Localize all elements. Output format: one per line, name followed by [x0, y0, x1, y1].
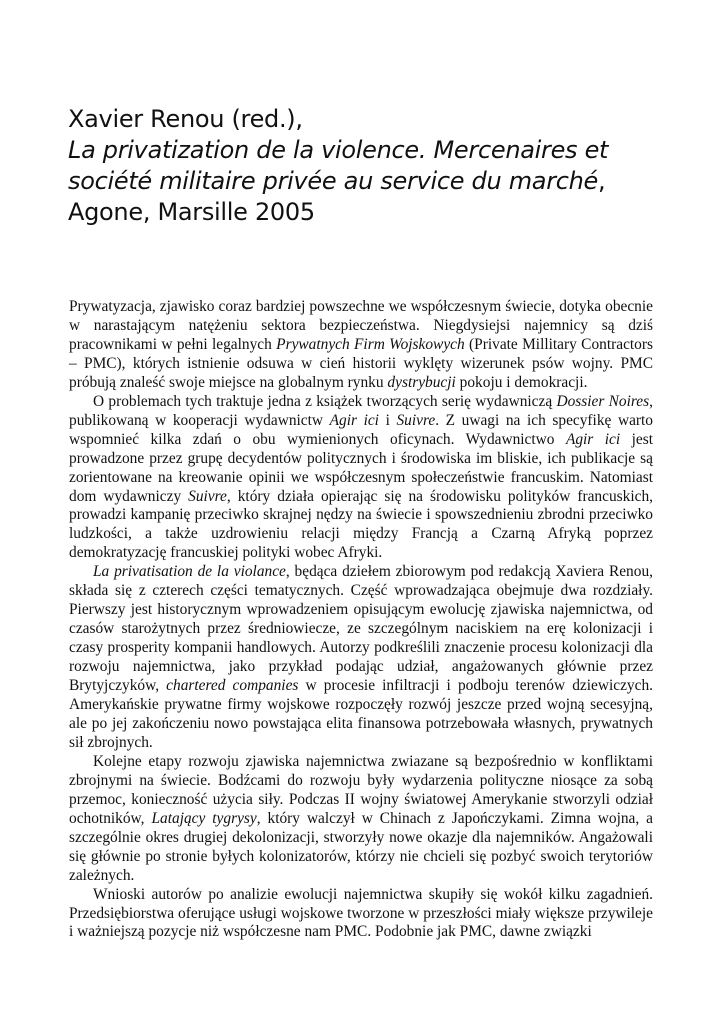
body-paragraph: [69, 298, 653, 393]
review-body: [69, 298, 653, 942]
italic-text: dystrybucji: [387, 373, 456, 391]
italic-text: Suivre: [396, 411, 436, 429]
text-run: , publikowaną w kooperacji wydawnictw: [69, 392, 653, 429]
body-paragraph: [69, 563, 653, 753]
italic-text: Latający tygrysy: [151, 809, 257, 827]
italic-text: Suivre: [188, 487, 227, 505]
book-author: Xavier Renou (red.),: [68, 105, 303, 133]
text-run: Wnioski autorów po analizie ewolucji najemnictwa skupiły się wokół kilku zagadnień. Przedsiębiorstwa oferujące usługi wojskowe tworzone w przeszłości miały większe przywileje i ważniejszą pozycje niż współczesne nam PMC. Podobnie jak PMC, dawne związki: [69, 885, 653, 941]
text-run: w procesie infiltracji i podboju terenów dziewiczych. Amerykańskie prywatne firmy wojskowe rozpoczęły rozwój jeszcze przed wojną secesyjną, ale po jej zakończeniu nowo powstająca elita finansowa potrzebowała własnych, prywatnych sił zbrojnych.: [69, 677, 653, 751]
text-run: pokoju i demokracji.: [455, 373, 588, 391]
text-run: (Private Millitary Contractors – PMC), których istnienie odsuwa w cień historii wyklęty wizerunek psów wojny. PMC próbują znaleść swoje miejsce na globalnym rynku: [69, 335, 653, 391]
text-run: Prywatyzacja, zjawisko coraz bardziej powszechne we współczesnym świecie, dotyka obecnie w narastającym natężeniu sektora bezpieczeństwa. Niegdysiejsi najemnicy są dziś pracownikami w pełni legalnych: [69, 298, 653, 353]
book-publisher: Agone, Marsille 2005: [68, 198, 315, 226]
review-heading: [68, 104, 668, 228]
body-paragraph: [69, 886, 653, 943]
italic-text: Dossier Noires: [556, 392, 650, 410]
text-run: . Z uwagi na ich specyfikę warto wspomnieć kilka zdań o obu wymienionych oficynach. Wydawnictwo: [69, 411, 653, 448]
text-run: jest prowadzone przez grupę decydentów politycznych i środowiska im bliskie, ich publikacje są zorientowane na kreowanie opinii we współczesnym społeczeństwie francuskim. Natomiast dom wydawniczy: [69, 430, 653, 505]
body-paragraph: [69, 393, 653, 564]
text-run: O problemach tych traktuje jedna z książek tworzących serię wydawniczą: [93, 392, 557, 410]
italic-text: Prywatnych Firm Wojskowych: [276, 335, 465, 353]
italic-text: Agir ici: [329, 411, 379, 429]
text-run: , który walczył w Chinach z Japończykami. Zimna wojna, a szczególnie okres drugiej dekolonizacji, stworzyły nowe okazje dla najemników. Angażowali się głównie po stronie byłych kolonizatorów, którzy nie chcieli się pozbyć swoich terytoriów zależnych.: [69, 809, 653, 884]
italic-text: Agir ici: [565, 430, 621, 448]
text-run: , który działa opierając się na środowisku polityków francuskich, prowadzi kampanię przeciwko skrajnej nędzy na świecie i spowszednieniu zbrodni przeciwko ludzkości, a także uzdrowieniu relacji między Francją a Czarną Afryką poprzez demokratyzację francuskiej polityki wobec Afryki.: [69, 487, 653, 562]
body-paragraph: [69, 753, 653, 886]
italic-text: chartered companies: [166, 677, 299, 695]
text-run: Kolejne etapy rozwoju zjawiska najemnictwa zwiazane są bezpośrednio w konfliktami zbrojnymi na świecie. Bodźcami do rozwoju były wydarzenia polityczne niosące za sobą przemoc, konieczność użycia siły. Podczas II wojny światowej Amerykanie stworzyli odział ochotników,: [69, 752, 653, 827]
italic-text: La privatisation de la violance: [93, 563, 286, 581]
text-run: , będąca dziełem zbiorowym pod redakcją Xaviera Renou, składa się z czterech części tematycznych. Część wprowadzająca obejmuje dwa rozdziały. Pierwszy jest historycznym wprowadzeniem opisującym ewolucję zjawiska najemnictwa, od czasów starożytnych przez średniowiecze, ze szczególnym naciskiem na erę kolonizacji i czasy prosperity kompanii handlowych. Autorzy podkreślili znaczenie procesu kolonizacji dla rozwoju najemnictwa, jako przykład podając udział, angażowanych głównie przez Brytyjczyków,: [69, 563, 653, 695]
book-title-line-2: société militaire privée au service du marché,: [68, 167, 606, 195]
book-title-line-1: La privatization de la violence. Mercenaires et: [68, 136, 609, 164]
text-run: i: [378, 411, 397, 429]
